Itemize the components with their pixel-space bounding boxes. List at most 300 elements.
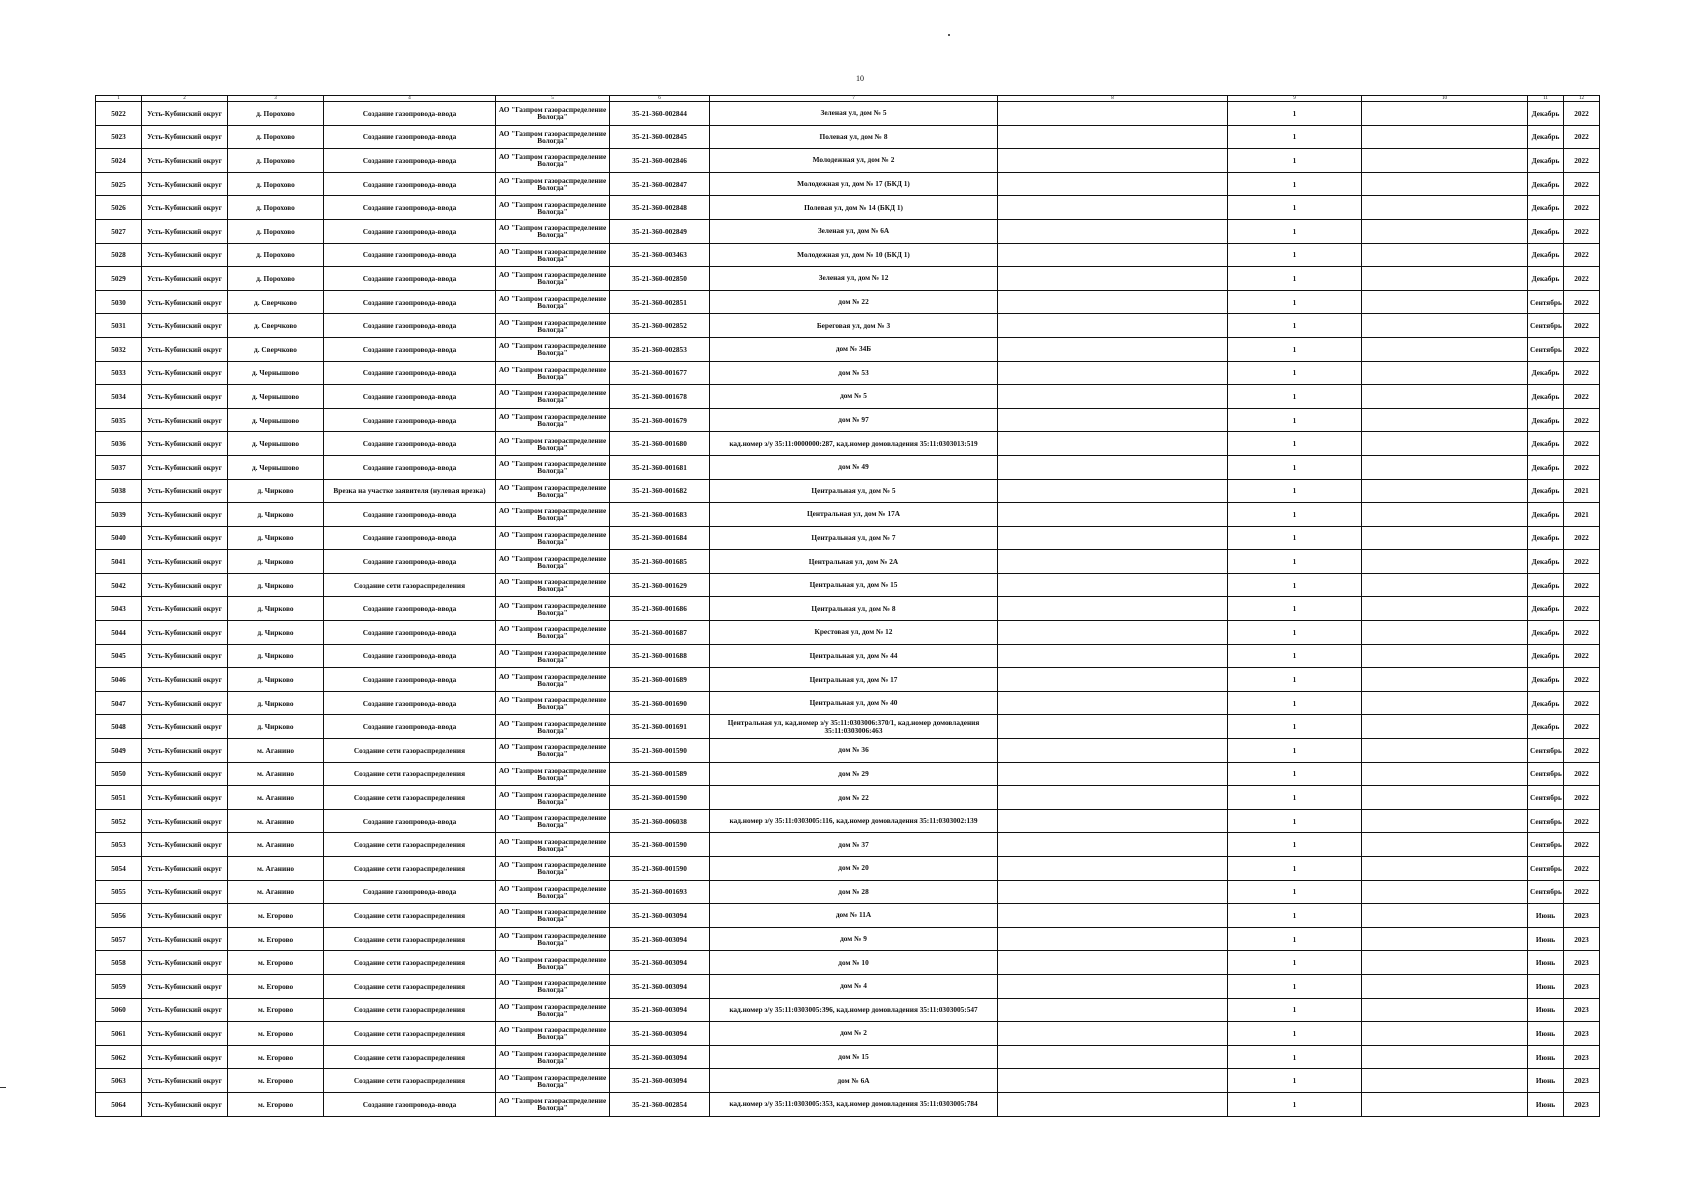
work-type-cell: Создание газопровода-ввода xyxy=(324,691,496,715)
address-cell: дом № 49 xyxy=(710,455,998,479)
column-8-cell xyxy=(998,1092,1228,1116)
organization-cell: АО "Газпром газораспределение Вологда" xyxy=(496,691,610,715)
settlement-cell: м. Аганино xyxy=(228,762,324,786)
quantity-cell: 1 xyxy=(1228,432,1362,456)
address-cell: дом № 28 xyxy=(710,880,998,904)
work-type-cell: Создание сети газораспределения xyxy=(324,857,496,881)
settlement-cell: м. Егорово xyxy=(228,1092,324,1116)
application-number-cell: 35-21-360-001688 xyxy=(610,644,710,668)
district-cell: Усть-Кубинский округ xyxy=(142,762,228,786)
month-cell: Декабрь xyxy=(1528,432,1564,456)
application-number-cell: 35-21-360-002852 xyxy=(610,314,710,338)
year-cell: 2023 xyxy=(1564,904,1600,928)
district-cell: Усть-Кубинский округ xyxy=(142,904,228,928)
work-type-cell: Создание сети газораспределения xyxy=(324,1069,496,1093)
month-cell: Июнь xyxy=(1528,998,1564,1022)
settlement-cell: д. Порохово xyxy=(228,219,324,243)
settlement-cell: д. Чернышово xyxy=(228,455,324,479)
row-number-cell: 5060 xyxy=(96,998,142,1022)
column-8-cell xyxy=(998,503,1228,527)
application-number-cell: 35-21-360-001589 xyxy=(610,762,710,786)
table-row xyxy=(96,219,1600,243)
district-cell: Усть-Кубинский округ xyxy=(142,739,228,763)
district-cell: Усть-Кубинский округ xyxy=(142,1092,228,1116)
work-type-cell: Создание газопровода-ввода xyxy=(324,267,496,291)
row-number-cell: 5041 xyxy=(96,550,142,574)
year-cell: 2022 xyxy=(1564,314,1600,338)
application-number-cell: 35-21-360-001682 xyxy=(610,479,710,503)
settlement-cell: д. Чирково xyxy=(228,668,324,692)
address-cell: Центральная ул, дом № 44 xyxy=(710,644,998,668)
work-type-cell: Создание газопровода-ввода xyxy=(324,219,496,243)
table-row xyxy=(96,904,1600,928)
table-row xyxy=(96,149,1600,173)
settlement-cell: д. Чирково xyxy=(228,503,324,527)
work-type-cell: Создание газопровода-ввода xyxy=(324,621,496,645)
year-cell: 2022 xyxy=(1564,691,1600,715)
district-cell: Усть-Кубинский округ xyxy=(142,644,228,668)
column-header-6: 6 xyxy=(610,96,710,102)
organization-cell: АО "Газпром газораспределение Вологда" xyxy=(496,857,610,881)
address-cell: дом № 36 xyxy=(710,739,998,763)
month-cell: Декабрь xyxy=(1528,644,1564,668)
work-type-cell: Создание газопровода-ввода xyxy=(324,196,496,220)
address-cell: дом № 20 xyxy=(710,857,998,881)
column-header-8: 8 xyxy=(998,96,1228,102)
quantity-cell: 1 xyxy=(1228,290,1362,314)
application-number-cell: 35-21-360-001677 xyxy=(610,361,710,385)
address-cell: Молодежная ул, дом № 10 (БКД 1) xyxy=(710,243,998,267)
quantity-cell: 1 xyxy=(1228,526,1362,550)
column-10-cell xyxy=(1362,904,1528,928)
month-cell: Декабрь xyxy=(1528,691,1564,715)
column-10-cell xyxy=(1362,715,1528,739)
organization-cell: АО "Газпром газораспределение Вологда" xyxy=(496,455,610,479)
table-row xyxy=(96,786,1600,810)
quantity-cell: 1 xyxy=(1228,951,1362,975)
address-cell: дом № 53 xyxy=(710,361,998,385)
quantity-cell: 1 xyxy=(1228,314,1362,338)
quantity-cell: 1 xyxy=(1228,503,1362,527)
row-number-cell: 5023 xyxy=(96,125,142,149)
settlement-cell: м. Аганино xyxy=(228,809,324,833)
work-type-cell: Создание сети газораспределения xyxy=(324,786,496,810)
organization-cell: АО "Газпром газораспределение Вологда" xyxy=(496,668,610,692)
application-number-cell: 35-21-360-003094 xyxy=(610,927,710,951)
row-number-cell: 5039 xyxy=(96,503,142,527)
row-number-cell: 5034 xyxy=(96,385,142,409)
district-cell: Усть-Кубинский округ xyxy=(142,172,228,196)
year-cell: 2022 xyxy=(1564,550,1600,574)
district-cell: Усть-Кубинский округ xyxy=(142,927,228,951)
year-cell: 2022 xyxy=(1564,102,1600,126)
address-cell: Береговая ул, дом № 3 xyxy=(710,314,998,338)
column-8-cell xyxy=(998,974,1228,998)
district-cell: Усть-Кубинский округ xyxy=(142,149,228,173)
column-10-cell xyxy=(1362,455,1528,479)
settlement-cell: м. Аганино xyxy=(228,739,324,763)
organization-cell: АО "Газпром газораспределение Вологда" xyxy=(496,526,610,550)
table-row xyxy=(96,762,1600,786)
column-10-cell xyxy=(1362,1069,1528,1093)
district-cell: Усть-Кубинский округ xyxy=(142,951,228,975)
settlement-cell: д. Чирково xyxy=(228,479,324,503)
year-cell: 2023 xyxy=(1564,974,1600,998)
application-number-cell: 35-21-360-003094 xyxy=(610,974,710,998)
column-10-cell xyxy=(1362,361,1528,385)
month-cell: Декабрь xyxy=(1528,573,1564,597)
year-cell: 2022 xyxy=(1564,526,1600,550)
scan-edge-mark xyxy=(0,1087,6,1088)
column-8-cell xyxy=(998,786,1228,810)
year-cell: 2022 xyxy=(1564,125,1600,149)
organization-cell: АО "Газпром газораспределение Вологда" xyxy=(496,1069,610,1093)
table-row xyxy=(96,243,1600,267)
table-row xyxy=(96,125,1600,149)
settlement-cell: м. Егорово xyxy=(228,974,324,998)
month-cell: Сентябрь xyxy=(1528,314,1564,338)
row-number-cell: 5047 xyxy=(96,691,142,715)
quantity-cell: 1 xyxy=(1228,219,1362,243)
month-cell: Декабрь xyxy=(1528,243,1564,267)
column-header-9: 9 xyxy=(1228,96,1362,102)
year-cell: 2022 xyxy=(1564,597,1600,621)
settlement-cell: д. Чернышово xyxy=(228,361,324,385)
row-number-cell: 5049 xyxy=(96,739,142,763)
column-8-cell xyxy=(998,314,1228,338)
district-cell: Усть-Кубинский округ xyxy=(142,455,228,479)
row-number-cell: 5051 xyxy=(96,786,142,810)
column-10-cell xyxy=(1362,479,1528,503)
column-8-cell xyxy=(998,951,1228,975)
table-row xyxy=(96,432,1600,456)
district-cell: Усть-Кубинский округ xyxy=(142,1022,228,1046)
column-10-cell xyxy=(1362,974,1528,998)
row-number-cell: 5056 xyxy=(96,904,142,928)
table-row xyxy=(96,927,1600,951)
table-row xyxy=(96,455,1600,479)
column-10-cell xyxy=(1362,621,1528,645)
row-number-cell: 5035 xyxy=(96,408,142,432)
application-number-cell: 35-21-360-001679 xyxy=(610,408,710,432)
work-type-cell: Создание газопровода-ввода xyxy=(324,149,496,173)
settlement-cell: д. Чернышово xyxy=(228,432,324,456)
month-cell: Декабрь xyxy=(1528,172,1564,196)
scan-speck xyxy=(948,34,950,36)
column-8-cell xyxy=(998,739,1228,763)
table-row xyxy=(96,385,1600,409)
table-row xyxy=(96,809,1600,833)
work-type-cell: Создание сети газораспределения xyxy=(324,762,496,786)
organization-cell: АО "Газпром газораспределение Вологда" xyxy=(496,1092,610,1116)
application-number-cell: 35-21-360-003094 xyxy=(610,951,710,975)
row-number-cell: 5053 xyxy=(96,833,142,857)
column-8-cell xyxy=(998,762,1228,786)
row-number-cell: 5033 xyxy=(96,361,142,385)
year-cell: 2022 xyxy=(1564,762,1600,786)
address-cell: дом № 2 xyxy=(710,1022,998,1046)
address-cell: Центральная ул, дом № 15 xyxy=(710,573,998,597)
district-cell: Усть-Кубинский округ xyxy=(142,833,228,857)
district-cell: Усть-Кубинский округ xyxy=(142,1069,228,1093)
application-number-cell: 35-21-360-002845 xyxy=(610,125,710,149)
quantity-cell: 1 xyxy=(1228,243,1362,267)
work-type-cell: Создание газопровода-ввода xyxy=(324,243,496,267)
district-cell: Усть-Кубинский округ xyxy=(142,243,228,267)
settlement-cell: д. Чирково xyxy=(228,550,324,574)
year-cell: 2022 xyxy=(1564,219,1600,243)
district-cell: Усть-Кубинский округ xyxy=(142,573,228,597)
month-cell: Июнь xyxy=(1528,1022,1564,1046)
district-cell: Усть-Кубинский округ xyxy=(142,503,228,527)
year-cell: 2023 xyxy=(1564,951,1600,975)
address-cell: Центральная ул, дом № 17 xyxy=(710,668,998,692)
column-10-cell xyxy=(1362,172,1528,196)
column-8-cell xyxy=(998,432,1228,456)
district-cell: Усть-Кубинский округ xyxy=(142,102,228,126)
column-8-cell xyxy=(998,172,1228,196)
column-8-cell xyxy=(998,644,1228,668)
address-cell: дом № 15 xyxy=(710,1045,998,1069)
column-8-cell xyxy=(998,715,1228,739)
row-number-cell: 5054 xyxy=(96,857,142,881)
column-10-cell xyxy=(1362,597,1528,621)
row-number-cell: 5024 xyxy=(96,149,142,173)
year-cell: 2022 xyxy=(1564,172,1600,196)
row-number-cell: 5037 xyxy=(96,455,142,479)
district-cell: Усть-Кубинский округ xyxy=(142,668,228,692)
column-10-cell xyxy=(1362,786,1528,810)
row-number-cell: 5062 xyxy=(96,1045,142,1069)
address-cell: кад.номер з/у 35:11:0303005:353, кад.номер домовладения 35:11:0303005:784 xyxy=(710,1092,998,1116)
column-10-cell xyxy=(1362,880,1528,904)
month-cell: Декабрь xyxy=(1528,408,1564,432)
address-cell: Зеленая ул, дом № 12 xyxy=(710,267,998,291)
settlement-cell: д. Сверчково xyxy=(228,337,324,361)
column-8-cell xyxy=(998,833,1228,857)
column-8-cell xyxy=(998,526,1228,550)
district-cell: Усть-Кубинский округ xyxy=(142,432,228,456)
row-number-cell: 5050 xyxy=(96,762,142,786)
quantity-cell: 1 xyxy=(1228,668,1362,692)
column-8-cell xyxy=(998,573,1228,597)
table-row xyxy=(96,573,1600,597)
row-number-cell: 5058 xyxy=(96,951,142,975)
year-cell: 2022 xyxy=(1564,668,1600,692)
organization-cell: АО "Газпром газораспределение Вологда" xyxy=(496,408,610,432)
table-body xyxy=(96,102,1600,1117)
quantity-cell: 1 xyxy=(1228,597,1362,621)
quantity-cell: 1 xyxy=(1228,1045,1362,1069)
application-number-cell: 35-21-360-001684 xyxy=(610,526,710,550)
district-cell: Усть-Кубинский округ xyxy=(142,857,228,881)
column-8-cell xyxy=(998,125,1228,149)
row-number-cell: 5030 xyxy=(96,290,142,314)
column-10-cell xyxy=(1362,668,1528,692)
district-cell: Усть-Кубинский округ xyxy=(142,526,228,550)
address-cell: дом № 5 xyxy=(710,385,998,409)
year-cell: 2022 xyxy=(1564,455,1600,479)
quantity-cell: 1 xyxy=(1228,337,1362,361)
column-8-cell xyxy=(998,809,1228,833)
year-cell: 2022 xyxy=(1564,857,1600,881)
work-type-cell: Создание газопровода-ввода xyxy=(324,337,496,361)
organization-cell: АО "Газпром газораспределение Вологда" xyxy=(496,479,610,503)
organization-cell: АО "Газпром газораспределение Вологда" xyxy=(496,196,610,220)
address-cell: Центральная ул, дом № 2А xyxy=(710,550,998,574)
month-cell: Сентябрь xyxy=(1528,857,1564,881)
organization-cell: АО "Газпром газораспределение Вологда" xyxy=(496,927,610,951)
quantity-cell: 1 xyxy=(1228,267,1362,291)
year-cell: 2022 xyxy=(1564,573,1600,597)
district-cell: Усть-Кубинский округ xyxy=(142,408,228,432)
district-cell: Усть-Кубинский округ xyxy=(142,786,228,810)
quantity-cell: 1 xyxy=(1228,786,1362,810)
work-type-cell: Создание газопровода-ввода xyxy=(324,290,496,314)
organization-cell: АО "Газпром газораспределение Вологда" xyxy=(496,314,610,338)
year-cell: 2021 xyxy=(1564,503,1600,527)
address-cell: дом № 6А xyxy=(710,1069,998,1093)
column-8-cell xyxy=(998,621,1228,645)
application-number-cell: 35-21-360-001681 xyxy=(610,455,710,479)
month-cell: Июнь xyxy=(1528,927,1564,951)
table-row xyxy=(96,974,1600,998)
column-8-cell xyxy=(998,1022,1228,1046)
year-cell: 2022 xyxy=(1564,267,1600,291)
work-type-cell: Создание газопровода-ввода xyxy=(324,668,496,692)
column-10-cell xyxy=(1362,125,1528,149)
address-cell: дом № 37 xyxy=(710,833,998,857)
quantity-cell: 1 xyxy=(1228,904,1362,928)
district-cell: Усть-Кубинский округ xyxy=(142,1045,228,1069)
column-10-cell xyxy=(1362,102,1528,126)
application-number-cell: 35-21-360-002848 xyxy=(610,196,710,220)
column-10-cell xyxy=(1362,385,1528,409)
district-cell: Усть-Кубинский округ xyxy=(142,550,228,574)
work-type-cell: Создание газопровода-ввода xyxy=(324,503,496,527)
address-cell: Полевая ул, дом № 14 (БКД 1) xyxy=(710,196,998,220)
work-type-cell: Создание газопровода-ввода xyxy=(324,880,496,904)
application-number-cell: 35-21-360-001693 xyxy=(610,880,710,904)
settlement-cell: д. Сверчково xyxy=(228,290,324,314)
table-row xyxy=(96,479,1600,503)
column-8-cell xyxy=(998,196,1228,220)
settlement-cell: д. Чирково xyxy=(228,621,324,645)
address-cell: Молодежная ул, дом № 17 (БКД 1) xyxy=(710,172,998,196)
table-row xyxy=(96,267,1600,291)
column-8-cell xyxy=(998,361,1228,385)
month-cell: Декабрь xyxy=(1528,715,1564,739)
quantity-cell: 1 xyxy=(1228,361,1362,385)
row-number-cell: 5044 xyxy=(96,621,142,645)
column-8-cell xyxy=(998,455,1228,479)
application-number-cell: 35-21-360-002847 xyxy=(610,172,710,196)
address-cell: дом № 97 xyxy=(710,408,998,432)
month-cell: Сентябрь xyxy=(1528,833,1564,857)
column-header-4: 4 xyxy=(324,96,496,102)
column-10-cell xyxy=(1362,857,1528,881)
application-number-cell: 35-21-360-002851 xyxy=(610,290,710,314)
application-number-cell: 35-21-360-002850 xyxy=(610,267,710,291)
district-cell: Усть-Кубинский округ xyxy=(142,809,228,833)
application-number-cell: 35-21-360-002849 xyxy=(610,219,710,243)
table-row xyxy=(96,668,1600,692)
month-cell: Сентябрь xyxy=(1528,290,1564,314)
table-row xyxy=(96,1069,1600,1093)
application-number-cell: 35-21-360-001691 xyxy=(610,715,710,739)
column-8-cell xyxy=(998,927,1228,951)
work-type-cell: Создание газопровода-ввода xyxy=(324,385,496,409)
column-10-cell xyxy=(1362,1022,1528,1046)
address-cell: дом № 11А xyxy=(710,904,998,928)
table-row xyxy=(96,503,1600,527)
quantity-cell: 1 xyxy=(1228,974,1362,998)
organization-cell: АО "Газпром газораспределение Вологда" xyxy=(496,904,610,928)
application-number-cell: 35-21-360-001629 xyxy=(610,573,710,597)
settlement-cell: д. Порохово xyxy=(228,149,324,173)
settlement-cell: м. Егорово xyxy=(228,998,324,1022)
column-header-2: 2 xyxy=(142,96,228,102)
application-number-cell: 35-21-360-001590 xyxy=(610,739,710,763)
settlement-cell: д. Порохово xyxy=(228,102,324,126)
month-cell: Декабрь xyxy=(1528,385,1564,409)
table-row xyxy=(96,880,1600,904)
month-cell: Декабрь xyxy=(1528,597,1564,621)
organization-cell: АО "Газпром газораспределение Вологда" xyxy=(496,762,610,786)
address-cell: дом № 22 xyxy=(710,786,998,810)
column-10-cell xyxy=(1362,314,1528,338)
year-cell: 2022 xyxy=(1564,385,1600,409)
column-8-cell xyxy=(998,385,1228,409)
address-cell: кад.номер з/у 35:11:0000000:287, кад.номер домовладения 35:11:0303013:519 xyxy=(710,432,998,456)
work-type-cell: Создание сети газораспределения xyxy=(324,573,496,597)
table-row xyxy=(96,361,1600,385)
district-cell: Усть-Кубинский округ xyxy=(142,691,228,715)
settlement-cell: м. Егорово xyxy=(228,951,324,975)
quantity-cell: 1 xyxy=(1228,385,1362,409)
row-number-cell: 5038 xyxy=(96,479,142,503)
settlement-cell: м. Егорово xyxy=(228,1045,324,1069)
quantity-cell: 1 xyxy=(1228,550,1362,574)
quantity-cell: 1 xyxy=(1228,196,1362,220)
column-10-cell xyxy=(1362,149,1528,173)
application-number-cell: 35-21-360-002853 xyxy=(610,337,710,361)
quantity-cell: 1 xyxy=(1228,833,1362,857)
settlement-cell: д. Чирково xyxy=(228,526,324,550)
district-cell: Усть-Кубинский округ xyxy=(142,385,228,409)
column-10-cell xyxy=(1362,644,1528,668)
address-cell: Центральная ул, дом № 5 xyxy=(710,479,998,503)
organization-cell: АО "Газпром газораспределение Вологда" xyxy=(496,432,610,456)
settlement-cell: д. Чирково xyxy=(228,597,324,621)
table-row xyxy=(96,172,1600,196)
address-cell: Полевая ул, дом № 8 xyxy=(710,125,998,149)
work-type-cell: Создание сети газораспределения xyxy=(324,1045,496,1069)
organization-cell: АО "Газпром газораспределение Вологда" xyxy=(496,550,610,574)
row-number-cell: 5036 xyxy=(96,432,142,456)
quantity-cell: 1 xyxy=(1228,927,1362,951)
year-cell: 2022 xyxy=(1564,715,1600,739)
settlement-cell: м. Аганино xyxy=(228,786,324,810)
row-number-cell: 5055 xyxy=(96,880,142,904)
address-cell: Крестовая ул, дом № 12 xyxy=(710,621,998,645)
column-8-cell xyxy=(998,479,1228,503)
settlement-cell: д. Порохово xyxy=(228,172,324,196)
month-cell: Декабрь xyxy=(1528,149,1564,173)
table-row xyxy=(96,1045,1600,1069)
application-number-cell: 35-21-360-001687 xyxy=(610,621,710,645)
work-type-cell: Создание сети газораспределения xyxy=(324,833,496,857)
